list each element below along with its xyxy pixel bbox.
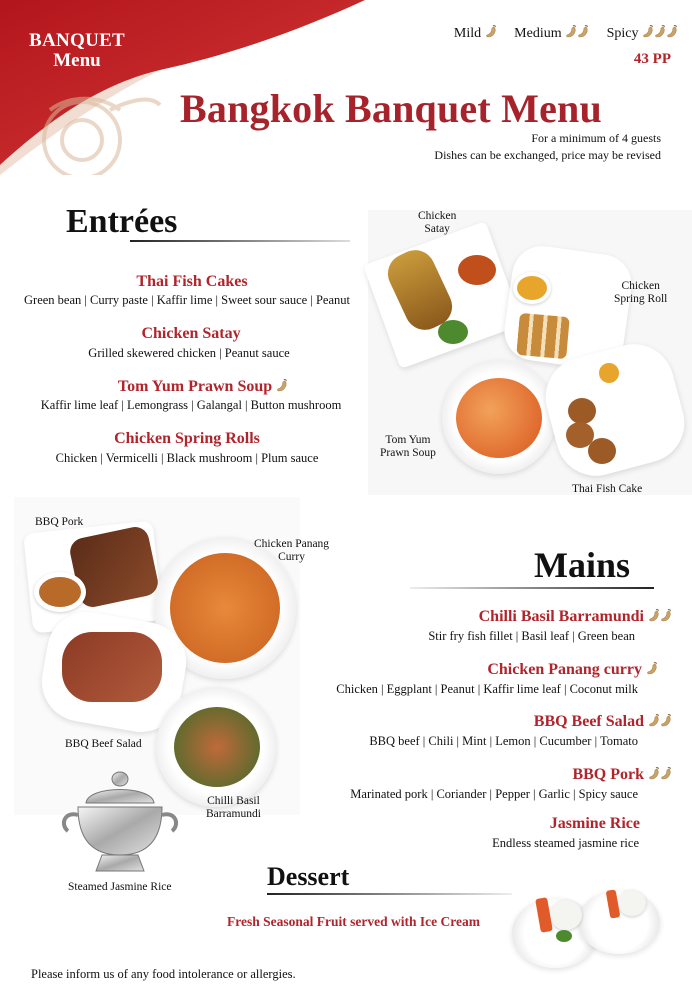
spring-rolls: [516, 313, 569, 359]
main-desc: Endless steamed jasmine rice: [492, 836, 639, 850]
legend-spicy-label: Spicy: [606, 26, 639, 41]
main-name: [572, 766, 672, 784]
barramundi: [174, 707, 260, 787]
legend-mild-label: Mild: [453, 26, 482, 41]
label-line: BBQ Beef Salad: [65, 738, 142, 750]
tom-yum-soup: [456, 378, 542, 458]
legend-medium: [514, 26, 589, 41]
label-line: Curry: [278, 551, 305, 563]
main-name-text: BBQ Pork: [572, 766, 644, 783]
entree-desc: Kaffir lime leaf | Lemongrass | Galangal | Button mushroom: [40, 398, 342, 412]
main-name-text: Chicken Panang curry: [487, 661, 642, 678]
entree-name: [114, 430, 260, 448]
page-title: Bangkok Banquet Menu: [180, 86, 602, 131]
banquet-badge: [18, 31, 136, 71]
label-line: BBQ Pork: [35, 516, 84, 528]
peanut-sauce-bowl: [458, 255, 496, 285]
main-desc: Chicken | Eggplant | Peanut | Kaffir lime leaf | Coconut milk: [336, 682, 638, 696]
legend-spicy: [607, 26, 678, 41]
label-line: Steamed Jasmine Rice: [68, 881, 172, 893]
entree-name: [141, 325, 240, 343]
entree-desc: Grilled skewered chicken | Peanut sauce: [88, 346, 290, 360]
label-bbq-pork: [35, 516, 83, 529]
label-satay: [418, 210, 456, 236]
chili-icon: [648, 766, 672, 783]
main-name-text: Chilli Basil Barramundi: [478, 608, 644, 625]
rice-pot-image: [58, 765, 182, 875]
dessert-photo: [512, 880, 662, 972]
sweet-sour-sauce-bowl: [596, 360, 622, 386]
ice-cream-scoop: [550, 900, 582, 930]
entree-name: [136, 273, 247, 291]
mains-heading: Mains: [534, 545, 631, 585]
main-desc: BBQ beef | Chili | Mint | Lemon | Cucumber | Tomato: [369, 734, 638, 748]
mint-garnish: [556, 930, 572, 942]
label-line: Prawn Soup: [380, 447, 436, 459]
price-per-person: 43 PP: [633, 51, 671, 67]
beef-salad: [62, 632, 162, 702]
main-desc: Stir fry fish fillet | Basil leaf | Green bean: [428, 629, 635, 643]
main-name-text: Jasmine Rice: [549, 815, 640, 832]
label-line: Satay: [424, 223, 450, 235]
badge-line1: BANQUET: [28, 30, 126, 51]
entree-name-text: Chicken Satay: [141, 325, 241, 342]
main-name: [479, 608, 672, 626]
note-exchange: Dishes can be exchanged, price may be revised: [434, 148, 661, 162]
label-line: Barramundi: [206, 808, 261, 820]
label-line: Chicken Panang: [254, 538, 330, 550]
dipping-sauce-bowl: [34, 572, 86, 612]
fish-cake: [568, 398, 596, 424]
dessert-rule: [267, 893, 512, 895]
chili-icon: [646, 661, 658, 678]
main-name: [550, 815, 640, 833]
chili-icon: [648, 608, 672, 625]
label-tom-yum: [380, 434, 436, 460]
chili-icon: [648, 713, 672, 730]
herb-garnish: [438, 320, 468, 344]
banner-emblem: [44, 99, 160, 175]
chili-icon: [565, 26, 589, 41]
label-line: Chicken: [621, 280, 660, 292]
label-line: Spring Roll: [614, 293, 668, 305]
entree-name-text: Chicken Spring Rolls: [114, 430, 260, 447]
chili-icon: [276, 378, 288, 395]
note-min-guests: For a minimum of 4 guests: [531, 131, 661, 145]
main-name-text: BBQ Beef Salad: [533, 713, 644, 730]
entree-desc: Chicken | Vermicelli | Black mushroom | Plum sauce: [55, 451, 319, 465]
entrees-heading: Entrées: [66, 203, 178, 240]
allergy-note: Please inform us of any food intolerance or allergies.: [31, 967, 296, 981]
dessert-desc: Fresh Seasonal Fruit served with Ice Cream: [227, 914, 480, 929]
label-rice: [68, 881, 171, 894]
label-barramundi: [206, 795, 261, 821]
label-spring-roll: [614, 280, 667, 306]
label-fish-cake: [572, 483, 642, 496]
label-line: Tom Yum: [385, 434, 431, 446]
ice-cream-scoop: [618, 890, 646, 916]
label-line: Chilli Basil: [207, 795, 260, 807]
dessert-heading: Dessert: [267, 862, 350, 891]
legend-medium-label: Medium: [514, 26, 562, 41]
panang-curry: [170, 553, 280, 663]
entree-desc: Green bean | Curry paste | Kaffir lime | Sweet sour sauce | Peanut: [24, 293, 350, 307]
legend-mild: [454, 26, 497, 41]
mains-rule: [410, 587, 654, 589]
fish-cake: [588, 438, 616, 464]
label-panang: [254, 538, 329, 564]
main-name: [534, 713, 672, 731]
entree-name-text: Thai Fish Cakes: [136, 273, 248, 290]
main-name: [487, 661, 658, 679]
chili-icon: [642, 26, 678, 41]
label-beef-salad: [65, 738, 142, 751]
chili-icon: [485, 26, 497, 41]
main-desc: Marinated pork | Coriander | Pepper | Garlic | Spicy sauce: [350, 787, 638, 801]
entree-name-text: Tom Yum Prawn Soup: [117, 378, 273, 395]
plum-sauce-bowl: [513, 272, 551, 304]
label-line: Thai Fish Cake: [572, 483, 643, 495]
entrees-rule: [130, 240, 350, 242]
spice-legend: [440, 25, 678, 42]
label-line: Chicken: [418, 210, 457, 222]
entree-name: [118, 378, 288, 396]
badge-line2: Menu: [53, 50, 101, 71]
